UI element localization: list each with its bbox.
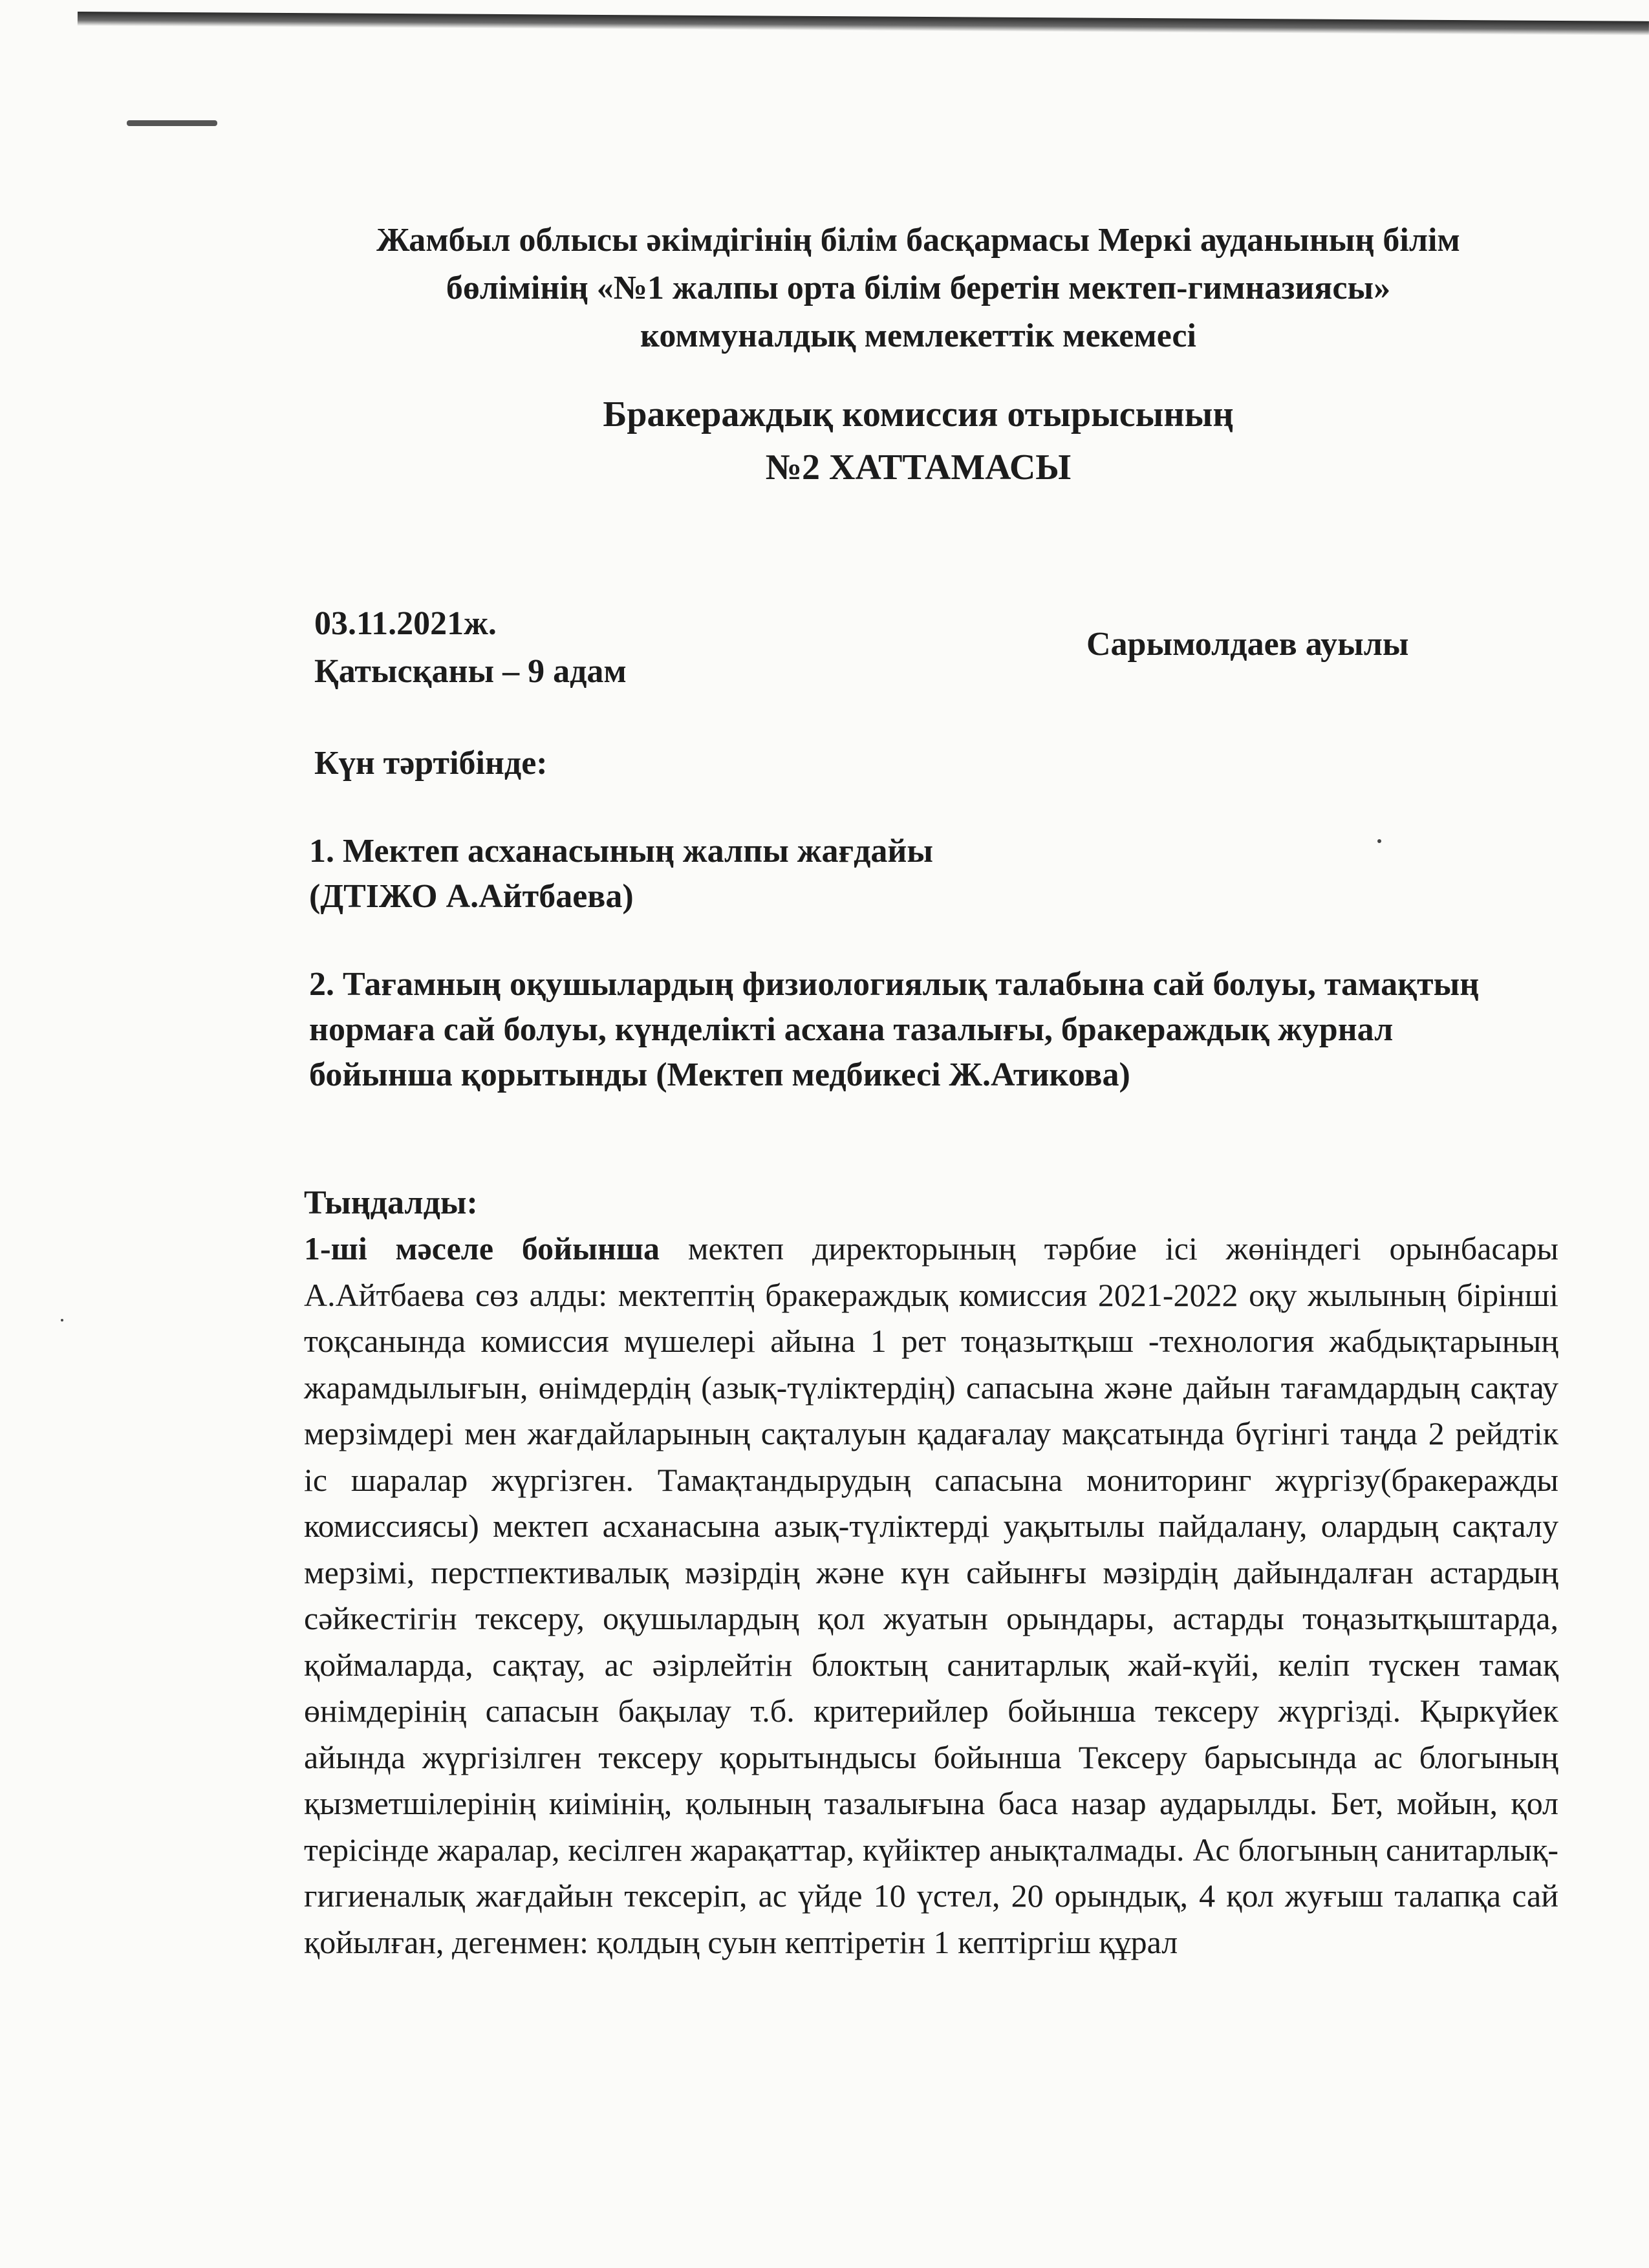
title-line: Бракераждық комиссия отырысының <box>603 394 1234 434</box>
agenda-item-speaker: (ДТІЖО А.Айтбаева) <box>309 878 634 915</box>
agenda-item-text: 1. Мектеп асханасының жалпы жағдайы <box>309 833 933 870</box>
attendee-count: Қатысқаны – 9 адам <box>314 653 627 690</box>
organization-header <box>278 217 1558 360</box>
protocol-date: 03.11.2021ж. <box>314 605 497 642</box>
document-title <box>414 388 1423 494</box>
header-line: Жамбыл облысы әкімдігінің білім басқармасы Меркі ауданының білім <box>376 222 1460 259</box>
scan-edge <box>78 12 1649 36</box>
protocol-place: Сарымолдаев ауылы <box>1086 626 1409 663</box>
heard-paragraph <box>304 1226 1558 1965</box>
issue-body: мектеп директорының тәрбие ісі жөніндегі орынбасары А.Айтбаева сөз алды: мектептің бракераждық комиссия 2021-2022 оқу жылының бірінші тоқсанында комиссия мүшелері айына 1 рет тоңазытқыш -технология жабдықтарының жарамдылығын, өнімдердің (азық-түліктердің) сапасына және дайын тағамдардың сақтау мерзімдері мен жағдайларының сақталуын қадағалау мақсатында бүгінгі таңда 2 рейдтік іс шаралар жүргізген. Тамақтандырудың сапасына мониторинг жүргізу(бракеражды комиссиясы) мектеп асханасына азық-түліктерді уақытылы пайдалану, олардың сақталу мерзімі, перстпективалық мәзірдің және күн сайынғы мәзірдің дайындалған астардың сәйкестігін тексеру, оқушылардың қол жуатын орындары, астарды тоңазытқыштарда, қоймаларда, сақтау, ас әзірлейтін блоктың санитарлық жай-күйі, келіп түскен тамақ өнімдерінің сапасын бақылау т.б. критерийлер бойынша тексеру жүргізді. Қыркүйек айында жүргізілген тексеру қорытындысы бойынша Тексеру барысында ас блогының қызметшілерінің киімінің, қолының тазалығына баса назар аударылды. Бет, мойын, қол терісінде жаралар, кесілген жарақаттар, күйіктер анықталмады. Ас блогының санитарлық-гигиеналық жағдайын тексеріп, ас үйде 10 үстел, 20 орындық, 4 қол жуғыш талапқа сай қойылған, дегенмен: қолдың суын кептіретін 1 кептіргіш құрал <box>304 1230 1559 1960</box>
margin-dash <box>127 120 217 126</box>
agenda-heading: Күн тәртібінде: <box>314 745 548 782</box>
issue-lead: 1-ші мәселе бойынша <box>304 1230 660 1267</box>
heard-heading: Тыңдалды: <box>304 1184 478 1221</box>
header-line: коммуналдық мемлекеттік мекемесі <box>640 317 1196 354</box>
agenda-item-2: 2. Тағамның оқушылардың физиологиялық талабына сай болуы, тамақтың нормаға сай болуы, күнделікті асхана тазалығы, бракераждық журнал бойынша қорытынды (Мектеп медбикесі Ж.Атикова) <box>309 966 1480 1093</box>
title-number: №2 ХАТТАМАСЫ <box>765 447 1072 487</box>
scan-speck <box>61 1319 63 1321</box>
agenda-item-1 <box>309 829 1512 919</box>
header-line: бөлімінің «№1 жалпы орта білім беретін мектеп-гимназиясы» <box>446 270 1391 306</box>
